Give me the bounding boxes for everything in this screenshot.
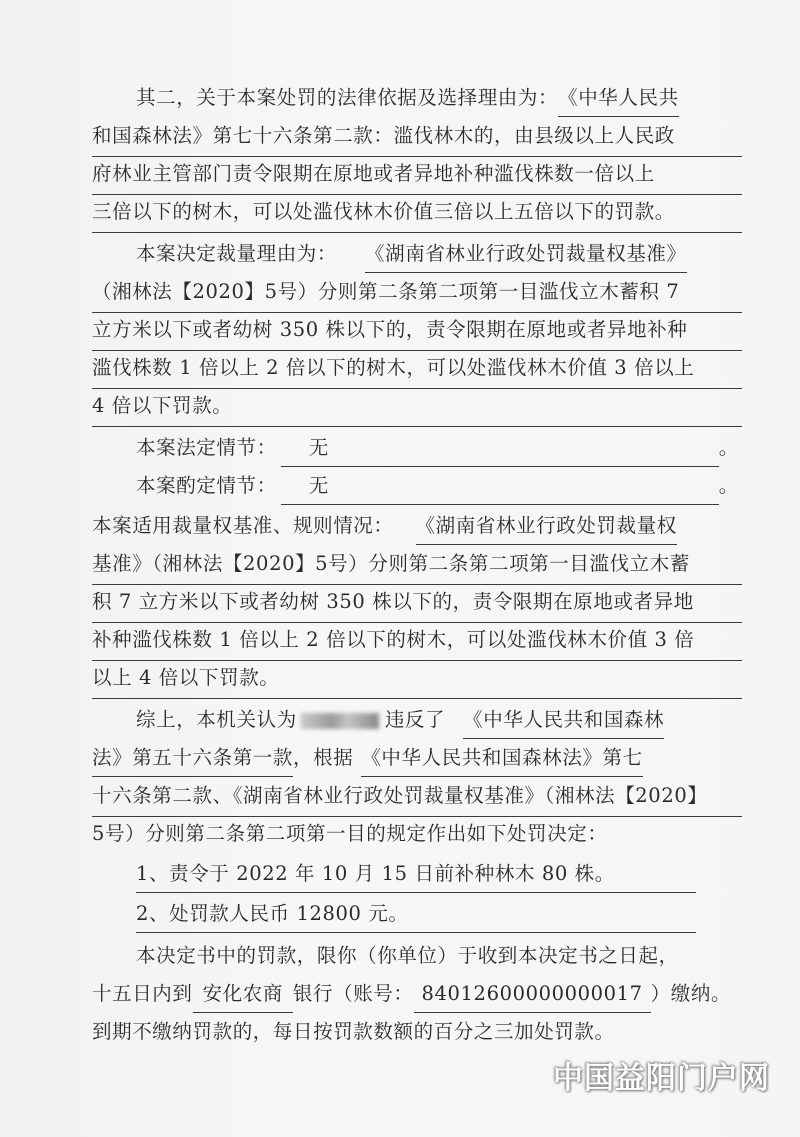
p2-lead: 本案决定裁量理由为：	[136, 242, 338, 265]
payment-account-label: 银行（账号：	[292, 982, 414, 1005]
p2-line1	[92, 234, 786, 274]
p1-line4: 三倍以下的树木，可以处滥伐林木价值三倍以上五倍以下的罚款。	[92, 192, 742, 233]
conclusion-lead: 综上，本机关认为	[136, 708, 297, 731]
p2-line4: 滥伐株数 1 倍以上 2 倍以下的树木，可以处滥伐林木价值 3 倍以上	[92, 348, 742, 389]
p2-line5: 4 倍以下罚款。	[92, 386, 742, 427]
payment-deadline: 十五日内到	[92, 982, 193, 1005]
discretionary-circumstances-label: 本案酌定情节：	[136, 474, 277, 497]
decision-item-2-text: 2、处罚款人民币 12800 元。	[136, 896, 696, 933]
conclusion-violated: 违反了	[384, 708, 446, 731]
decision-item-1	[92, 854, 786, 894]
conclusion-law-ref: 《中华人民共和国森林	[463, 702, 664, 739]
legal-circumstances-value: 无	[281, 430, 719, 467]
p1-line2: 和国森林法》第七十六条第二款：滥伐林木的，由县级以上人民政	[92, 116, 742, 157]
p3-line2: 基准》（湘林法【2020】5号）分则第二条第二项第一目滥伐立木蓄	[92, 544, 742, 585]
bank-account-number: 84012600000000017	[414, 976, 651, 1013]
p2-line3: 立方米以下或者幼树 350 株以下的，责令限期在原地或者异地补种	[92, 310, 742, 351]
legal-circumstances-row	[92, 428, 786, 468]
watermark-logo: 中国益阳门户网	[553, 1061, 770, 1096]
conclusion-according: ，根据	[293, 746, 354, 769]
payment-line3: 到期不缴纳罚款的，每日按罚款数额的百分之三加处罚款。	[92, 1020, 615, 1043]
decision-item-2	[92, 894, 786, 934]
payment-line1: 本决定书中的罚款，限你（你单位）于收到本决定书之日起，	[136, 944, 679, 967]
p1-line1	[92, 78, 786, 118]
p3-line1	[92, 506, 742, 546]
p3-line3: 积 7 立方米以下或者幼树 350 株以下的，责令限期在原地或者异地	[92, 582, 742, 623]
p1-line3: 府林业主管部门责令限期在原地或者异地补种滥伐株数一倍以上	[92, 154, 742, 195]
p3-lead: 本案适用裁量权基准、规则情况：	[92, 514, 394, 537]
payment-line2	[92, 974, 742, 1014]
conclusion-line1	[92, 700, 786, 740]
p1-lead: 其二，关于本案处罚的法律依据及选择理由为：	[136, 86, 559, 109]
conclusion-line2	[92, 738, 742, 778]
conclusion-line4: 5号）分则第二条第二项第一目的规定作出如下处罚决定：	[92, 822, 608, 845]
p3-line5: 以上 4 倍以下罚款。	[92, 658, 742, 699]
conclusion-line3: 十六条第二款、《湖南省林业行政处罚裁量权基准》（湘林法【2020】	[92, 776, 742, 817]
discretionary-circumstances-value: 无	[281, 468, 719, 505]
legal-circumstances-end: 。	[718, 436, 739, 459]
discretionary-circumstances-row	[92, 466, 786, 506]
conclusion-basis-ref: 《中华人民共和国森林法》第七	[361, 740, 642, 777]
p1-law-ref: 《中华人民共	[558, 80, 679, 117]
discretionary-circumstances-end: 。	[718, 474, 739, 497]
conclusion-article-ref: 法》第五十六条第一款	[92, 740, 293, 777]
p2-standard-ref: 《湖南省林业行政处罚裁量权基准》	[365, 236, 687, 273]
redacted-name	[301, 713, 379, 729]
decision-item-1-text: 1、责令于 2022 年 10 月 15 日前补种林木 80 株。	[136, 856, 696, 893]
p3-standard-ref: 《湖南省林业行政处罚裁量权	[416, 508, 677, 545]
payment-pay-text: ）缴纳。	[650, 982, 732, 1005]
p3-line4: 补种滥伐株数 1 倍以上 2 倍以下的树木，可以处滥伐林木价值 3 倍	[92, 620, 742, 661]
legal-circumstances-label: 本案法定情节：	[136, 436, 277, 459]
p2-line2: （湘林法【2020】5号）分则第二条第二项第一目滥伐立木蓄积 7	[92, 272, 742, 313]
bank-name: 安化农商	[193, 976, 293, 1013]
